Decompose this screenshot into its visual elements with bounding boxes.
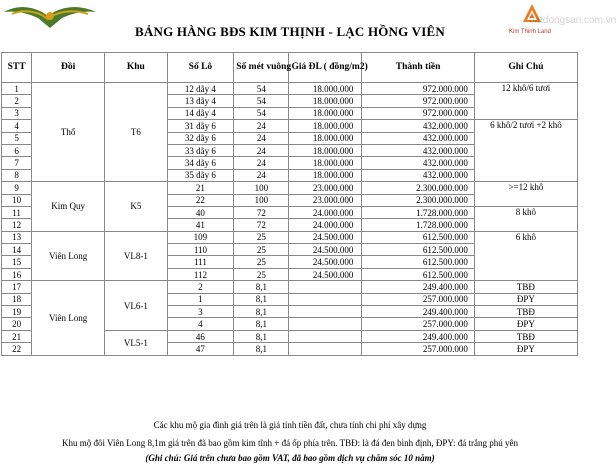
khu-cell: T6 (105, 83, 167, 182)
khu-cell: VL8-1 (105, 231, 167, 281)
price-cell: 24.500.000 (289, 256, 362, 268)
khu-cell: VL6-1 (105, 281, 167, 331)
col-header-stt: STT (2, 53, 32, 83)
header (0, 0, 616, 52)
sqm-cell: 25 (234, 231, 289, 243)
lot-cell: 14 dãy 4 (167, 107, 234, 119)
sqm-cell: 24 (234, 120, 289, 132)
stt-cell: 16 (2, 268, 32, 280)
price-cell: 24.000.000 (289, 219, 362, 231)
lot-cell: 2 (167, 281, 234, 293)
total-cell: 249.400.000 (362, 281, 474, 293)
total-cell: 432.000.000 (362, 120, 474, 132)
lot-cell: 12 dãy 4 (167, 83, 234, 95)
stt-cell: 7 (2, 157, 32, 169)
table-row (2, 182, 578, 194)
total-cell: 972.000.000 (362, 95, 474, 107)
page-title: BẢNG HÀNG BĐS KIM THỊNH - LẠC HỒNG VIÊN (135, 24, 445, 39)
sqm-cell: 72 (234, 206, 289, 218)
total-cell: 612.500.000 (362, 244, 474, 256)
col-header-so-met-vuong: Số mét vuông (234, 53, 289, 83)
note-cell: 6 khô/2 tươi +2 khô (474, 120, 577, 182)
note-cell: 8 khô (474, 206, 577, 231)
price-cell: 18.000.000 (289, 144, 362, 156)
footer-note-3: (Ghi chú: Giá trên chưa bao gồm VAT, đã bao gồm dịch vụ chăm sóc 10 năm) (145, 453, 435, 463)
stt-cell: 4 (2, 120, 32, 132)
stt-cell: 11 (2, 206, 32, 218)
sqm-cell: 72 (234, 219, 289, 231)
sqm-cell: 100 (234, 182, 289, 194)
sqm-cell: 8,1 (234, 281, 289, 293)
sqm-cell: 100 (234, 194, 289, 206)
watermark: batdongsan.com.vn (529, 15, 616, 26)
lot-cell: 3 (167, 306, 234, 318)
lot-cell: 22 (167, 194, 234, 206)
stt-cell: 10 (2, 194, 32, 206)
price-cell: 18.000.000 (289, 132, 362, 144)
price-cell: 18.000.000 (289, 157, 362, 169)
sqm-cell: 8,1 (234, 306, 289, 318)
price-cell: 23.000.000 (289, 182, 362, 194)
price-cell: 23.000.000 (289, 194, 362, 206)
lot-cell: 35 dãy 6 (167, 169, 234, 181)
lot-cell: 47 (167, 343, 234, 355)
lot-cell: 46 (167, 330, 234, 342)
total-cell: 972.000.000 (362, 107, 474, 119)
note-cell: 12 khô/6 tươi (474, 83, 577, 120)
price-cell (289, 306, 362, 318)
note-cell: TBĐ (474, 281, 577, 293)
note-cell: TBĐ (474, 330, 577, 342)
total-cell: 2.300.000.000 (362, 194, 474, 206)
total-cell: 249.400.000 (362, 330, 474, 342)
lac-hong-vien-logo (2, 2, 98, 32)
col-header-so-lo: Số Lô (167, 53, 234, 83)
price-cell: 24.500.000 (289, 268, 362, 280)
price-cell (289, 330, 362, 342)
lot-cell: 32 dãy 6 (167, 132, 234, 144)
price-cell: 18.000.000 (289, 107, 362, 119)
note-cell: ĐPY (474, 293, 577, 305)
stt-cell: 17 (2, 281, 32, 293)
stt-cell: 5 (2, 132, 32, 144)
lot-cell: 1 (167, 293, 234, 305)
sqm-cell: 25 (234, 244, 289, 256)
col-header-ghi-chu: Ghi Chú (474, 53, 577, 83)
price-cell (289, 343, 362, 355)
stt-cell: 20 (2, 318, 32, 330)
lot-cell: 31 dãy 6 (167, 120, 234, 132)
note-cell: ĐPY (474, 343, 577, 355)
price-cell (289, 281, 362, 293)
price-cell: 18.000.000 (289, 83, 362, 95)
doi-cell: Viên Long (32, 281, 105, 355)
sqm-cell: 8,1 (234, 293, 289, 305)
lot-cell: 21 (167, 182, 234, 194)
stt-cell: 22 (2, 343, 32, 355)
doi-cell: Viên Long (32, 231, 105, 281)
sqm-cell: 54 (234, 95, 289, 107)
total-cell: 612.500.000 (362, 256, 474, 268)
stt-cell: 13 (2, 231, 32, 243)
lot-cell: 111 (167, 256, 234, 268)
price-table (1, 52, 578, 356)
total-cell: 1.728.000.000 (362, 206, 474, 218)
doi-cell: Thổ (32, 83, 105, 182)
doi-cell: Kim Quy (32, 182, 105, 232)
table-row (2, 231, 578, 243)
stt-cell: 8 (2, 169, 32, 181)
sqm-cell: 25 (234, 268, 289, 280)
price-cell (289, 318, 362, 330)
stt-cell: 2 (2, 95, 32, 107)
total-cell: 432.000.000 (362, 169, 474, 181)
total-cell: 432.000.000 (362, 144, 474, 156)
sqm-cell: 24 (234, 169, 289, 181)
total-cell: 432.000.000 (362, 157, 474, 169)
sqm-cell: 24 (234, 157, 289, 169)
lot-cell: 13 dãy 4 (167, 95, 234, 107)
lot-cell: 110 (167, 244, 234, 256)
table-row (2, 281, 578, 293)
sqm-cell: 54 (234, 107, 289, 119)
total-cell: 612.500.000 (362, 268, 474, 280)
total-cell: 257.000.000 (362, 293, 474, 305)
sqm-cell: 24 (234, 144, 289, 156)
col-header-doi: Đồi (32, 53, 105, 83)
footer-note-1: Các khu mộ gia đình giá trên là giá tính tiền đất, chưa tính chi phí xây dựng (153, 420, 427, 430)
table-header-row (2, 53, 578, 83)
price-cell: 18.000.000 (289, 120, 362, 132)
note-cell: ĐPY (474, 318, 577, 330)
sqm-cell: 25 (234, 256, 289, 268)
price-cell: 24.500.000 (289, 244, 362, 256)
stt-cell: 12 (2, 219, 32, 231)
stt-cell: 9 (2, 182, 32, 194)
lot-cell: 34 dãy 6 (167, 157, 234, 169)
khu-cell: VL5-1 (105, 330, 167, 355)
stt-cell: 15 (2, 256, 32, 268)
price-cell: 24.000.000 (289, 206, 362, 218)
price-cell (289, 293, 362, 305)
price-cell: 24.500.000 (289, 231, 362, 243)
total-cell: 432.000.000 (362, 132, 474, 144)
table-row (2, 83, 578, 95)
note-cell: >=12 khô (474, 182, 577, 207)
stt-cell: 14 (2, 244, 32, 256)
stt-cell: 18 (2, 293, 32, 305)
stt-cell: 1 (2, 83, 32, 95)
lot-cell: 33 dãy 6 (167, 144, 234, 156)
sqm-cell: 8,1 (234, 343, 289, 355)
lot-cell: 41 (167, 219, 234, 231)
stt-cell: 21 (2, 330, 32, 342)
lot-cell: 4 (167, 318, 234, 330)
total-cell: 1.728.000.000 (362, 219, 474, 231)
total-cell: 972.000.000 (362, 83, 474, 95)
total-cell: 257.000.000 (362, 318, 474, 330)
total-cell: 257.000.000 (362, 343, 474, 355)
price-cell: 18.000.000 (289, 169, 362, 181)
total-cell: 2.300.000.000 (362, 182, 474, 194)
col-header-khu: Khu (105, 53, 167, 83)
note-cell: 6 khô (474, 231, 577, 281)
lot-cell: 40 (167, 206, 234, 218)
col-header-thanh-tien: Thành tiền (362, 53, 474, 83)
brand-name: Kim Thinh Land (509, 29, 551, 35)
stt-cell: 19 (2, 306, 32, 318)
total-cell: 612.500.000 (362, 231, 474, 243)
khu-cell: K5 (105, 182, 167, 232)
sqm-cell: 8,1 (234, 330, 289, 342)
note-cell: TBĐ (474, 306, 577, 318)
total-cell: 249.400.000 (362, 306, 474, 318)
lot-cell: 112 (167, 268, 234, 280)
footer-note-2: Khu mộ đôi Viên Long 8,1m giá trên đã bao gồm kim tĩnh + đá ốp phía trên. TBĐ: là đá đen bình định, ĐPY: đá trắng phú yên (61, 438, 519, 448)
sqm-cell: 24 (234, 132, 289, 144)
col-header-gia-dl: Giá ĐL ( đồng/m2) (289, 53, 362, 83)
stt-cell: 6 (2, 144, 32, 156)
sqm-cell: 54 (234, 83, 289, 95)
lot-cell: 109 (167, 231, 234, 243)
stt-cell: 3 (2, 107, 32, 119)
price-cell: 18.000.000 (289, 95, 362, 107)
sqm-cell: 8,1 (234, 318, 289, 330)
